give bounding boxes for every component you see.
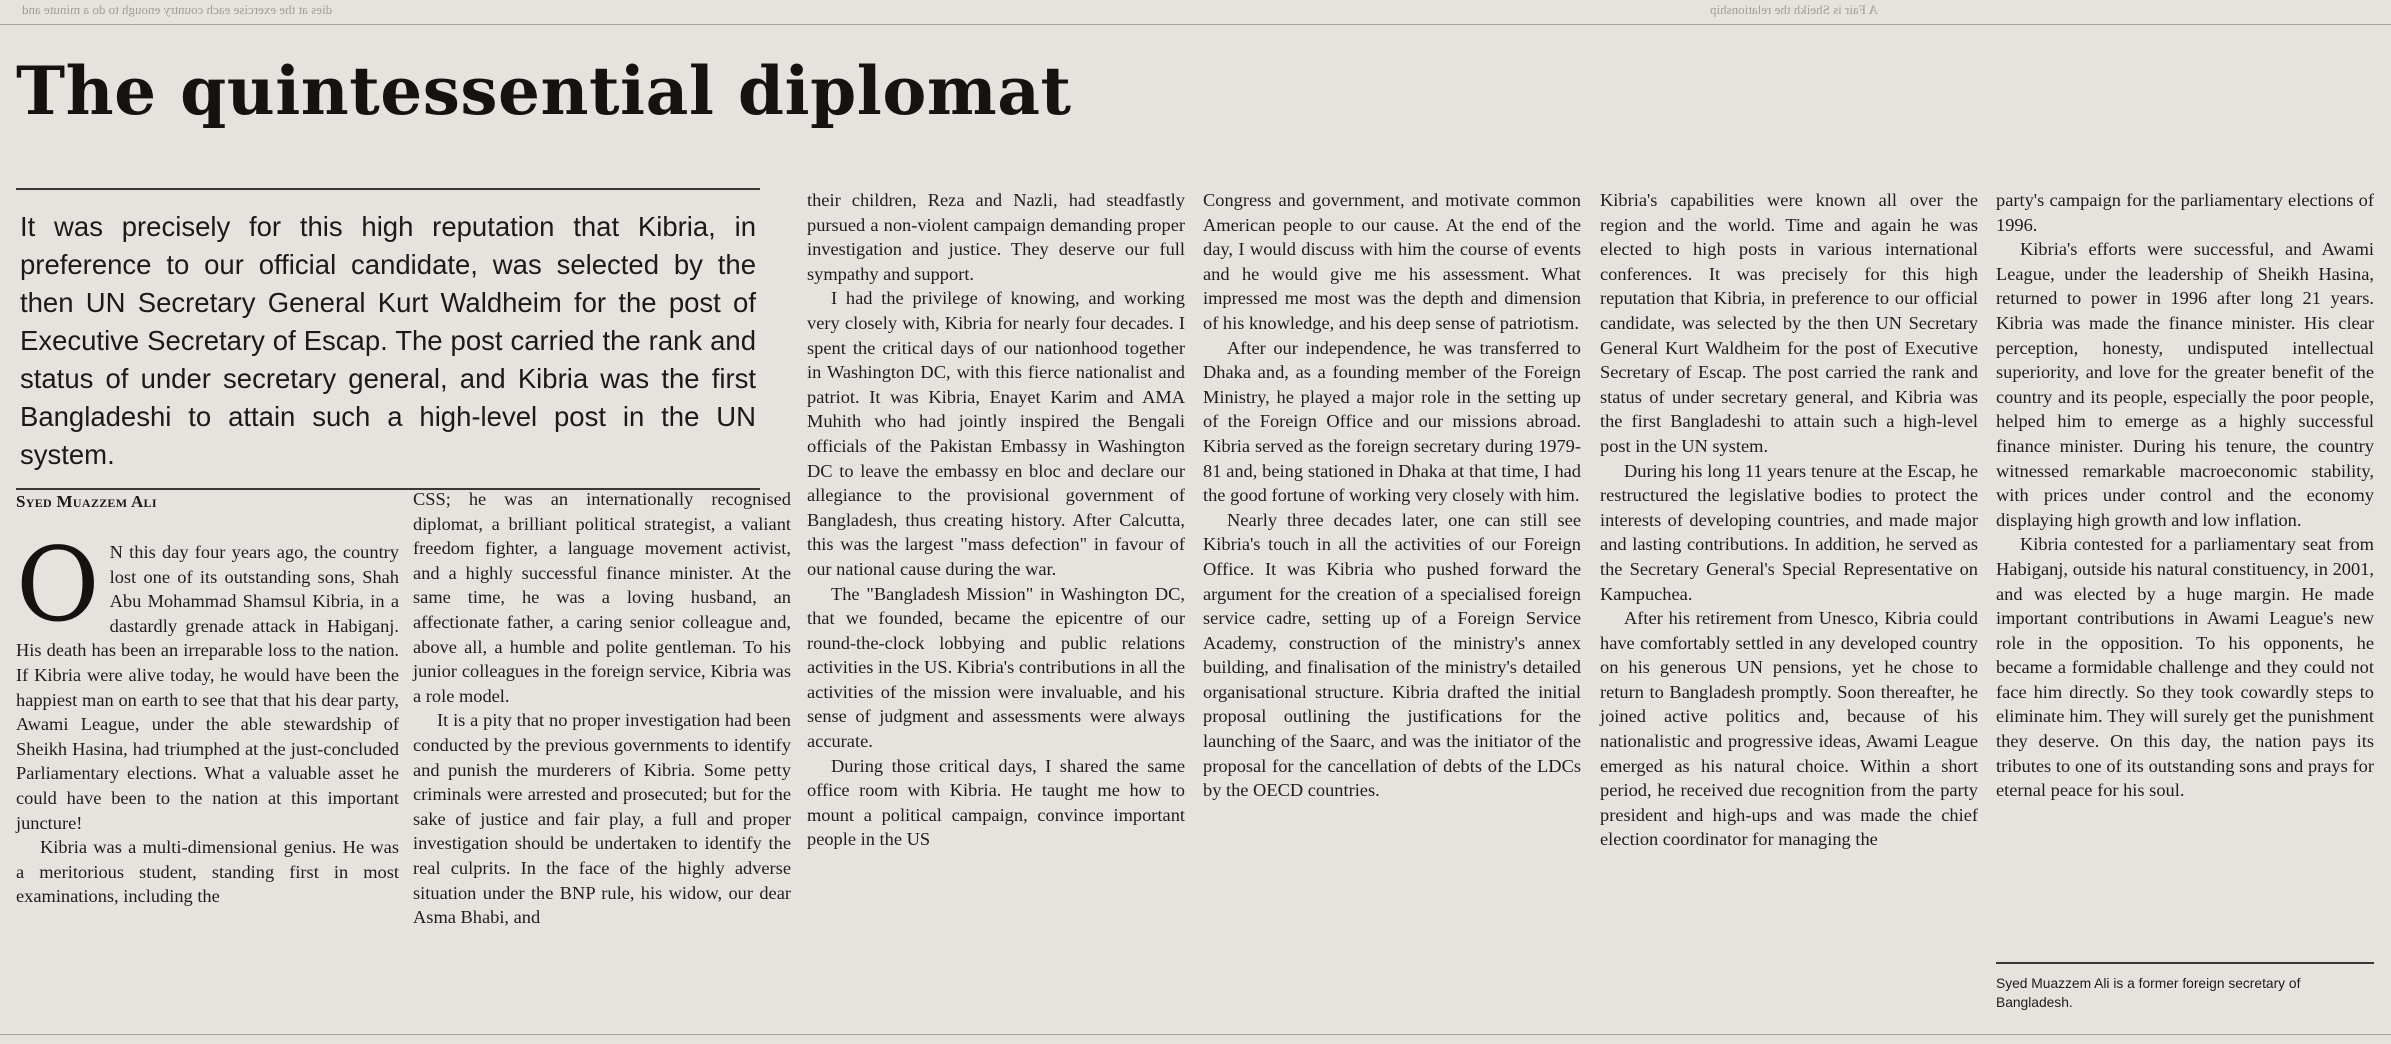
paragraph: After our independence, he was transferred to Dhaka and, as a founding member of the Foreign Ministry, he played a major role in the setting up of the Foreign Office and our missions abroad. Kibria served as the foreign secretary during 1979-81 and, being stationed in Dhaka at that time, I had the good fortune of working very closely with him. — [1203, 337, 1581, 506]
bleed-through-right: A Fair is Sheikh the relationship — [1710, 2, 1878, 17]
paragraph: Kibria's capabilities were known all over the region and the world. Time and again he was elected to high posts in various international conferences. It was precisely for this high reputation that Kibria, in preference to our official candidate, was selected by the then UN Secretary General Kurt Waldheim for the post of Executive Secretary of Escap. The post carried the rank and status of under secretary general, and Kibria was the first Bangladeshi to attain such a high-level post in the UN system. — [1600, 190, 1978, 456]
pull-quote-text: It was precisely for this high reputation that Kibria, in preference to our official candidate, was selected by the then UN Secretary General Kurt Waldheim for the post of Executive Secretary of Escap. The post carried the rank and status of under secretary general, and Kibria was the first Bangladeshi to attain such a high-level post in the UN system. — [20, 211, 756, 470]
bleed-through-left: dies at the exercise each country enough to do a minute and — [22, 2, 333, 17]
paragraph: Nearly three decades later, one can still see Kibria's touch in all the activities of our Foreign Office. It was Kibria who pushed forward the argument for the creation of a specialised foreign service cadre, setting up of a Foreign Service Academy, construction of the ministry's annex building, and finalisation of the ministry's detailed organisational structure. Kibria drafted the initial proposal outlining the justifications for the launching of the Saarc, and was the initiator of the proposal for the cancellation of debts of the LDCs by the OECD countries. — [1203, 509, 1581, 801]
article-column-2 — [413, 487, 791, 930]
byline: Syed Muazzem Ali — [16, 492, 157, 511]
paragraph: I had the privilege of knowing, and working very closely with, Kibria for nearly four decades. I spent the critical days of our nationhood together in Washington DC, with this fierce nationalist and patriot. It was Kibria, Enayet Karim and AMA Muhith who had jointly inspired the Bengali officials of the Pakistan Embassy in Washington DC to leave the embassy en bloc and declare our allegiance to the provisional government of Bangladesh, thus creating history. After Calcutta, this was the largest "mass defection" in favour of our national cause during the war. — [807, 288, 1185, 579]
headline: The quintessential diplomat — [16, 52, 1072, 130]
article-column-4 — [1203, 188, 1581, 803]
bottom-rule — [0, 1034, 2391, 1035]
paragraph: Kibria contested for a parliamentary seat from Habiganj, outside his natural constituency, in 2001, and was elected by a huge margin. He made important contributions in Awami League's new role in the opposition. To his opponents, he became a formidable challenge and they could not face him directly. So they took cowardly steps to eliminate him. They will surely get the punishment they deserve. On this day, the nation pays its tributes to one of its outstanding sons and prays for eternal peace for his soul. — [1996, 534, 2374, 801]
paragraph — [16, 526, 399, 835]
paragraph: Kibria's efforts were successful, and Awami League, under the leadership of Sheikh Hasina, returned to power in 1996 after long 21 years. Kibria was made the finance minister. His clear perception, honesty, undisputed intellectual superiority, and love for the greater benefit of the country and its people, especially the poor people, helped him to emerge as a highly successful finance minister. During his tenure, the country witnessed remarkable macroeconomic stability, with prices under control and the economy displaying high growth and low inflation. — [1996, 239, 2374, 530]
paragraph: party's campaign for the parliamentary elections of 1996. — [1996, 190, 2374, 235]
paragraph: Kibria was a multi-dimensional genius. He was a meritorious student, standing first in most examinations, including the — [16, 837, 399, 907]
article-column-3 — [807, 188, 1185, 852]
paragraph-text: N this day four years ago, the country lost one of its outstanding sons, Shah Abu Mohammad Shamsul Kibria, in a dastardly grenade attack in Habiganj. His death has been an irreparable loss to the nation. If Kibria were alive today, he would have been the happiest man on earth to see that that his dear party, Awami League, under the able stewardship of Sheikh Hasina, had triumphed at the just-concluded Parliamentary elections. What a valuable asset he could have been to the nation at this important juncture! — [16, 542, 399, 833]
paragraph: Congress and government, and motivate common American people to our cause. At the end of the day, I would discuss with him the course of events and he would give me his assessment. What impressed me most was the depth and dimension of his knowledge, and his deep sense of patriotism. — [1203, 190, 1581, 333]
paragraph: It is a pity that no proper investigation had been conducted by the previous governments to identify and punish the murderers of Kibria. Some petty criminals were arrested and prosecuted; but for the sake of justice and fair play, a full and proper investigation should be undertaken to identify the real culprits. In the face of the highly adverse situation under the BNP rule, his widow, our dear Asma Bhabi, and — [413, 710, 791, 928]
paragraph: During his long 11 years tenure at the Escap, he restructured the legislative bodies to protect the interests of developing countries, and made major and lasting contributions. In addition, he served as the Secretary General's Special Representative on Kampuchea. — [1600, 460, 1978, 604]
paragraph: During those critical days, I shared the same office room with Kibria. He taught me how to mount a political campaign, convince important people in the US — [807, 755, 1185, 850]
top-rule — [0, 24, 2391, 25]
drop-cap: O — [16, 526, 100, 645]
pull-quote — [16, 188, 760, 490]
paragraph: CSS; he was an internationally recognised diplomat, a brilliant political strategist, a valiant freedom fighter, a language movement activist, and a highly successful finance minister. At the same time, he was a loving husband, an affectionate father, a caring senior colleague and, above all, a humble and polite gentleman. To his junior colleagues in the foreign service, Kibria was a role model. — [413, 489, 791, 706]
paragraph: their children, Reza and Nazli, had steadfastly pursued a non-violent campaign demanding proper investigation and justice. They deserve our full sympathy and support. — [807, 190, 1185, 284]
paragraph: The "Bangladesh Mission" in Washington DC, that we founded, became the epicentre of our round-the-clock lobbying and public relations activities in the US. Kibria's contributions in all the activities of the mission were invaluable, and his sense of judgment and assessments were always accurate. — [807, 583, 1185, 752]
article-column-6 — [1996, 188, 2374, 803]
author-note: Syed Muazzem Ali is a former foreign secretary of Bangladesh. — [1996, 962, 2374, 1012]
article-column-5 — [1600, 188, 1978, 852]
paragraph: After his retirement from Unesco, Kibria could have comfortably settled in any developed country on his generous UN pensions, yet he chose to return to Bangladesh promptly. Soon thereafter, he joined active politics and, because of his nationalistic and progressive ideas, Awami League emerged as his natural choice. Within a short period, he received due recognition from the party president and high-ups and was made the chief election coordinator for managing the — [1600, 608, 1978, 850]
article-column-1 — [16, 526, 399, 909]
